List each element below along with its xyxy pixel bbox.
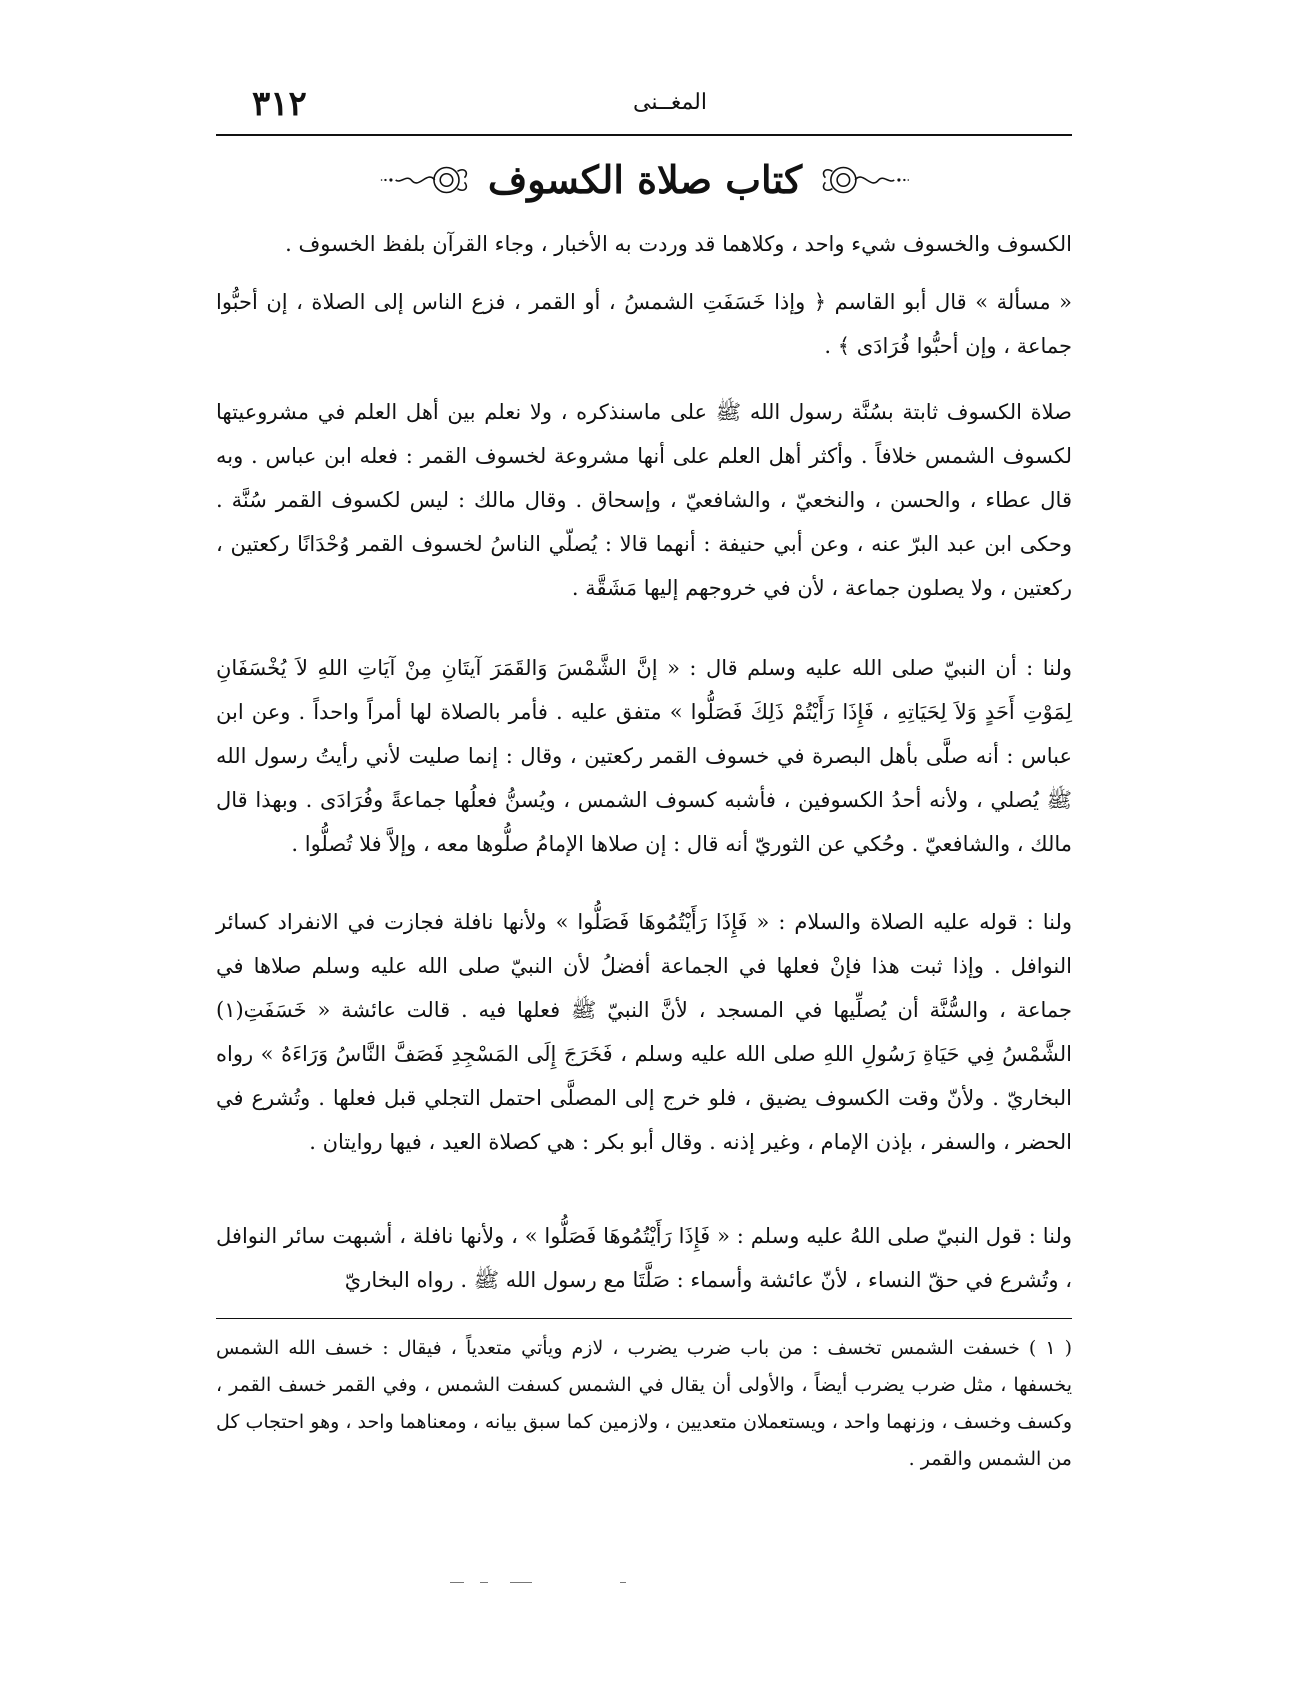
footnote: ( ١ ) خسفت الشمس تخسف : من باب ضرب يضرب ، لازم ويأتي متعدياً ، فيقال : خسف الله الشمس يخسفها ، مثل ضرب يضرب أيضاً ، والأولى أن يقال في الشمس كسفت الشمس ، وفي القمر خسف القمر ، وكسف وخسف ، وزنهما واحد ، ويستعملان متعديين ، ولازمين كما سبق بيانه ، ومعناهما واحد ، وهو احتجاب كل من الشمس والقمر . xyxy=(216,1337,1073,1470)
chapter-title: كتاب صلاة الكسوف xyxy=(487,157,803,202)
right-ornament-icon xyxy=(816,155,910,205)
scan-artifact-marks xyxy=(450,1582,670,1588)
evidence-paragraph-3: ولنا : قول النبيّ صلى اللهُ عليه وسلم : « فَإِذَا رَأَيْتُمُوهَا فَصَلُّوا » ، ولأنها نافلة ، أشبهت سائر النوافل ، وتُشرع في حقّ النساء ، لأنّ عائشة وأسماء : صَلَّتَا مع رسول الله ﷺ . رواه البخاريّ xyxy=(216,1224,1072,1292)
left-ornament-icon xyxy=(380,155,474,205)
evidence-paragraph-1: ولنا : أن النبيّ صلى الله عليه وسلم قال : « إنَّ الشَّمْسَ وَالقَمَرَ آيتَانِ مِنْ آيَاتِ اللهِ لاَ يُخْسَفَانِ لِمَوْتِ أَحَدٍ وَلاَ لِحَيَاتِهِ ، فَإِذَا رَأَيْتُمْ ذَلِكَ فَصَلُّوا » متفق عليه . فأمر بالصلاة لها أمراً واحداً . وعن ابن عباس : أنه صلَّى بأهل البصرة في خسوف القمر ركعتين ، وقال : إنما صليت لأني رأيتُ رسول الله ﷺ يُصلي ، ولأنه أحدُ الكسوفين ، فأشبه كسوف الشمس ، ويُسنُّ فعلُها جماعةً وفُرَادَى . وبهذا قال مالك ، والشافعيّ . وحُكي عن الثوريّ أنه قال : إن صلاها الإمامُ صلُّوها معه ، وإلاَّ فلا تُصلُّوا . xyxy=(216,656,1072,856)
masala-paragraph: « مسألة » قال أبو القاسم ﴿ وإذا خَسَفَتِ الشمسُ ، أو القمر ، فزع الناس إلى الصلاة ، إن أحبُّوا جماعة ، وإن أحبُّوا فُرَادَى ﴾ . xyxy=(216,290,1072,358)
evidence-paragraph-2: ولنا : قوله عليه الصلاة والسلام : « فَإِذَا رَأَيْتُمُوهَا فَصَلُّوا » ولأنها نافلة فجازت في الانفراد كسائر النوافل . وإذا ثبت هذا فإنْ فعلها في الجماعة أفضلُ لأن النبيّ صلى الله عليه وسلم صلاها في جماعة ، والسُّنَّة أن يُصلِّيها في المسجد ، لأنَّ النبيّ ﷺ فعلها فيه . قالت عائشة « خَسَفَتِ(١) الشَّمْسُ فِي حَيَاةِ رَسُولِ اللهِ صلى الله عليه وسلم ، فَخَرَجَ إِلَى المَسْجِدِ فَصَفَّ النَّاسُ وَرَاءَهُ » رواه البخاريّ . ولأنّ وقت الكسوف يضيق ، فلو خرج إلى المصلَّى احتمل التجلي قبل فعلها . وتُشرع في الحضر ، والسفر ، بإذن الإمام ، وغير إذنه . وقال أبو بكر : هي كصلاة العيد ، فيها روايتان . xyxy=(216,910,1072,1154)
intro-paragraph: الكسوف والخسوف شيء واحد ، وكلاهما قد وردت به الأخبار ، وجاء القرآن بلفظ الخسوف . xyxy=(285,232,1072,256)
chapter-heading xyxy=(380,150,910,210)
salat-kusuf-paragraph: صلاة الكسوف ثابتة بسُنَّة رسول الله ﷺ على ماسنذكره ، ولا نعلم بين أهل العلم في مشروعيتها لكسوف الشمس خلافاً . وأكثر أهل العلم على أنها مشروعة لخسوف القمر : فعله ابن عباس . وبه قال عطاء ، والحسن ، والنخعيّ ، والشافعيّ ، وإسحاق . وقال مالك : ليس لكسوف القمر سُنَّة . وحكى ابن عبد البرّ عنه ، وعن أبي حنيفة : أنهما قالا : يُصلّي الناسُ لخسوف القمر وُحْدَانًا ركعتين ، ركعتين ، ولا يصلون جماعة ، لأن في خروجهم إليها مَشَقَّة . xyxy=(216,400,1072,600)
page-number: ٣١٢ xyxy=(252,84,307,124)
footnote-divider xyxy=(216,1318,1072,1319)
header-divider xyxy=(216,134,1072,136)
running-title: المغــنى xyxy=(632,90,707,115)
